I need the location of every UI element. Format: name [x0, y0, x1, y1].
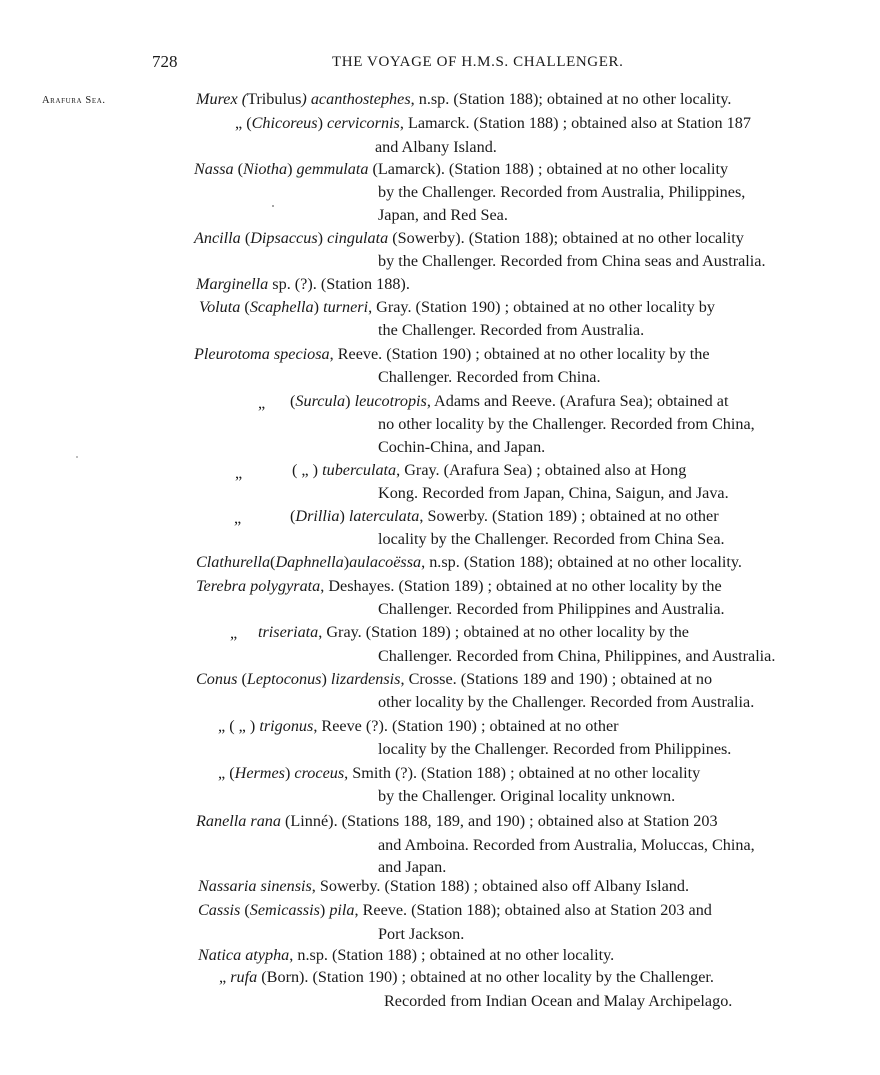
text-line [194, 227, 744, 250]
text-segment: locality by the Challenger. Recorded from Philippines. [378, 740, 732, 758]
italic-text: Nassaria sinensis [198, 877, 312, 895]
text-segment: , Reeve (?). (Station 190) ; obtained at no other [313, 717, 619, 735]
text-segment: locality by the Challenger. Recorded from China Sea. [378, 530, 725, 548]
text-line [378, 204, 508, 227]
text-segment: Cochin-China, and Japan. [378, 438, 546, 456]
text-segment: „ [258, 394, 266, 412]
text-line [258, 621, 689, 644]
text-segment: ) [317, 229, 328, 247]
text-line [199, 296, 715, 319]
italic-text: Dipsaccus [250, 229, 318, 247]
text-segment: by the Challenger. Recorded from China seas and Australia. [378, 252, 766, 270]
text-segment: , n.sp. (Station 188); obtained at no other locality. [421, 553, 742, 571]
italic-text: tuberculata [322, 461, 397, 479]
text-segment: ) [313, 298, 324, 316]
italic-text: Scaphella [249, 298, 314, 316]
text-line [218, 762, 700, 785]
text-segment: ) [284, 764, 295, 782]
text-segment: , Crosse. (Stations 189 and 190) ; obtained at no [400, 670, 713, 688]
text-segment: no other locality by the Challenger. Recorded from China, [378, 415, 755, 433]
text-segment: Challenger. Recorded from Philippines and Australia. [378, 600, 725, 618]
text-line [196, 88, 731, 111]
text-segment: , Sowerby. (Station 189) ; obtained at no other [419, 507, 719, 525]
text-segment: Port Jackson. [378, 925, 465, 943]
text-line [378, 834, 755, 857]
text-line [196, 810, 718, 833]
text-segment: , Gray. (Station 190) ; obtained at no other locality by [368, 298, 715, 316]
text-segment: „ [235, 464, 243, 482]
text-segment: , n.sp. (Station 188); obtained at no other locality. [410, 90, 732, 108]
text-line [234, 507, 241, 530]
italic-text: cervicornis [327, 114, 400, 132]
italic-text: pila [329, 901, 355, 919]
text-line [378, 181, 745, 204]
italic-text: Ranella rana [196, 812, 281, 830]
text-segment: ( [290, 507, 296, 525]
text-line [378, 923, 464, 946]
text-segment: ) [345, 392, 355, 410]
text-line [196, 668, 712, 691]
text-line [194, 158, 728, 181]
italic-text: Terebra polygyrata [196, 577, 321, 595]
text-segment: , Gray. (Arafura Sea) ; obtained also at Hong [396, 461, 687, 479]
text-line [378, 645, 775, 668]
text-line [235, 462, 242, 485]
text-segment: ( [237, 670, 247, 688]
italic-text: croceus [294, 764, 345, 782]
text-line [375, 136, 497, 159]
text-line [292, 459, 686, 482]
italic-text: Chicoreus [251, 114, 318, 132]
text-segment: ) [343, 553, 350, 571]
italic-text: Niotha [243, 160, 288, 178]
italic-text: Hermes [234, 764, 285, 782]
text-segment: ) [317, 114, 328, 132]
text-segment: , Reeve. (Station 188); obtained also at Station 203 and [354, 901, 712, 919]
text-line [198, 875, 689, 898]
text-segment: ) [321, 670, 331, 688]
text-segment: „ [219, 968, 231, 986]
text-segment: , Smith (?). (Station 188) ; obtained at no other locality [344, 764, 701, 782]
page-number: 728 [152, 52, 178, 71]
text-segment: and Amboina. Recorded from Australia, Moluccas, China, [378, 836, 755, 854]
italic-text: Conus [196, 670, 238, 688]
text-segment: Challenger. Recorded from China. [378, 368, 601, 386]
text-line [196, 575, 722, 598]
italic-text: Marginella [196, 275, 269, 293]
text-segment: , n.sp. (Station 188) ; obtained at no other locality. [289, 946, 615, 964]
italic-text: triseriata [258, 623, 319, 641]
italic-text: Murex ( [196, 90, 248, 108]
italic-text: Voluta [199, 298, 241, 316]
italic-text: leucotropis [354, 392, 427, 410]
text-segment: , Reeve. (Station 190) ; obtained at no other locality by the [329, 345, 710, 363]
text-line [219, 966, 714, 989]
text-segment: ( [290, 392, 296, 410]
text-line [378, 528, 725, 551]
text-segment: (Lamarck). (Station 188) ; obtained at no other locality [368, 160, 729, 178]
text-segment: , Gray. (Station 189) ; obtained at no other locality by the [318, 623, 689, 641]
italic-text: Surcula [295, 392, 346, 410]
text-segment: the Challenger. Recorded from Australia. [378, 321, 645, 339]
italic-text: aulacoëssa [349, 553, 422, 571]
running-title: THE VOYAGE OF H.M.S. CHALLENGER. [332, 54, 624, 70]
text-segment: (Born). (Station 190) ; obtained at no other locality by the Challenger. [257, 968, 714, 986]
text-segment: Tribulus [247, 90, 302, 108]
italic-text: rufa [230, 968, 258, 986]
italic-text: cingulata [327, 229, 389, 247]
text-line [194, 343, 710, 366]
italic-text: lizardensis [330, 670, 401, 688]
text-segment: , Deshayes. (Station 189) ; obtained at no other locality by the [320, 577, 722, 595]
text-line [378, 598, 725, 621]
italic-text: Clathurella [196, 553, 271, 571]
text-segment: by the Challenger. Recorded from Australia, Philippines, [378, 183, 746, 201]
text-line [290, 505, 719, 528]
text-segment: ( [240, 298, 250, 316]
text-segment: ) [319, 901, 330, 919]
italic-text: turneri [323, 298, 369, 316]
text-segment: , Sowerby. (Station 188) ; obtained also off Albany Island. [311, 877, 690, 895]
text-segment: „ ( „ ) [218, 717, 260, 735]
text-line [378, 738, 731, 761]
italic-text: Cassis [198, 901, 241, 919]
text-segment: and Japan. [378, 858, 447, 876]
text-segment: ( [270, 553, 276, 571]
text-line [378, 366, 601, 389]
text-segment: Challenger. Recorded from China, Philippines, and Australia. [378, 647, 776, 665]
text-line [378, 785, 675, 808]
text-segment: (Linné). (Stations 188, 189, and 190) ; obtained also at Station 203 [280, 812, 718, 830]
margin-note: Arafura Sea. [42, 95, 106, 106]
italic-text: ) acanthostephes [301, 90, 411, 108]
text-segment: by the Challenger. Original locality unknown. [378, 787, 676, 805]
text-segment: Japan, and Red Sea. [378, 206, 508, 224]
text-segment: other locality by the Challenger. Recorded from Australia. [378, 693, 755, 711]
text-line [235, 112, 751, 135]
text-segment: ( „ ) [292, 461, 323, 479]
text-segment: „ ( [218, 764, 235, 782]
italic-text: gemmulata [296, 160, 369, 178]
text-segment: „ [230, 624, 238, 642]
italic-text: Leptoconus [246, 670, 322, 688]
text-segment: and Albany Island. [375, 138, 497, 156]
text-line [384, 990, 732, 1013]
text-segment: sp. (?). (Station 188). [268, 275, 410, 293]
text-line [378, 436, 545, 459]
text-line [378, 482, 729, 505]
italic-text: Natica atypha [198, 946, 290, 964]
text-segment: , Adams and Reeve. (Arafura Sea); obtained at [426, 392, 729, 410]
text-segment: Kong. Recorded from Japan, China, Saigun, and Java. [378, 484, 729, 502]
text-line [378, 319, 644, 342]
text-line [196, 551, 742, 574]
text-segment: ( [240, 229, 251, 247]
text-line [196, 273, 410, 296]
stray-ink-mark [272, 205, 274, 207]
text-line [378, 413, 755, 436]
text-segment: „ ( [235, 114, 252, 132]
text-line [230, 622, 237, 645]
text-segment: ( [240, 901, 250, 919]
text-line [378, 250, 766, 273]
italic-text: Drillia [295, 507, 340, 525]
stray-ink-mark [76, 456, 78, 458]
text-line [290, 390, 728, 413]
text-segment: (Sowerby). (Station 188); obtained at no other locality [388, 229, 744, 247]
text-segment: ) [339, 507, 349, 525]
italic-text: laterculata [348, 507, 420, 525]
text-line [198, 899, 712, 922]
italic-text: Pleurotoma speciosa [194, 345, 330, 363]
italic-text: Semicassis [249, 901, 320, 919]
text-line [258, 392, 265, 415]
text-line [218, 715, 619, 738]
text-segment: Recorded from Indian Ocean and Malay Archipelago. [384, 992, 733, 1010]
italic-text: trigonus [259, 717, 314, 735]
text-segment: ) [287, 160, 297, 178]
text-segment: ( [233, 160, 244, 178]
italic-text: Daphnella [275, 553, 344, 571]
italic-text: Nassa [194, 160, 234, 178]
text-segment: „ [234, 509, 242, 527]
text-line [378, 691, 754, 714]
text-line [198, 944, 614, 967]
italic-text: Ancilla [194, 229, 241, 247]
text-segment: , Lamarck. (Station 188) ; obtained also at Station 187 [399, 114, 751, 132]
